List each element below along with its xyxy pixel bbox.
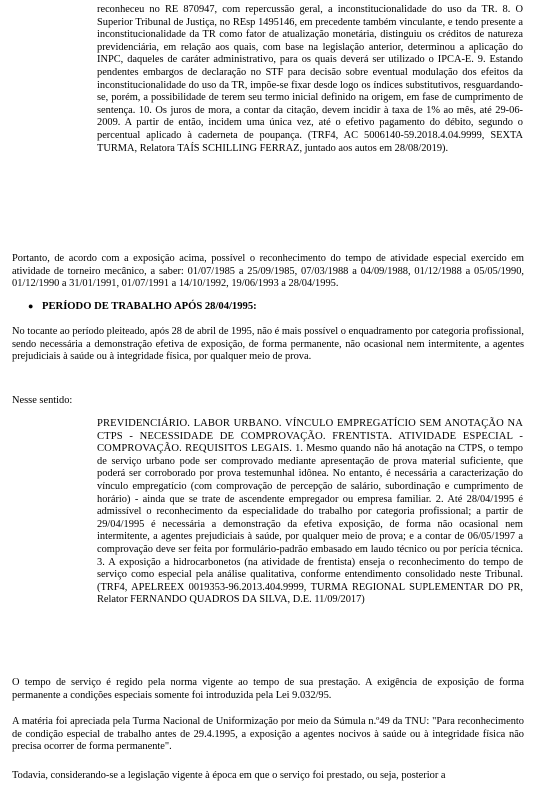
norma-vigente-paragraph: O tempo de serviço é regido pela norma vigente ao tempo de sua prestação. A exigência de exposição de forma permanente a condições especiais somente foi introduzida pela Lei 9.032/95.	[12, 677, 524, 701]
conclusion-paragraph: Portanto, de acordo com a exposição acima, possível o reconhecimento do tempo de atividade especial exercido em atividade de torneiro mecânico, a saber: 01/07/1985 a 25/09/1985, 07/03/1988 a 04/09/1988, 01/12/1988 a 05/05/1990, 01/12/1990 a 31/01/1991, 01/07/1991 a 14/10/1992, 19/06/1993 a 28/04/1995.	[12, 253, 524, 290]
period-paragraph: No tocante ao período pleiteado, após 28 de abril de 1995, não é mais possível o enquadramento por categoria profissional, sendo necessária a demonstração efetiva de exposição, de forma permanente, não ocasional nem intermitente, a agentes prejudiciais à saúde ou à integridade física, por qualquer meio de prova.	[12, 326, 524, 363]
bullet-icon: ●	[28, 301, 34, 311]
quoted-precedent-summary: PREVIDENCIÁRIO. LABOR URBANO. VÍNCULO EMPREGATÍCIO SEM ANOTAÇÃO NA CTPS - NECESSIDADE DE COMPROVAÇÃO. FRENTISTA. ATIVIDADE ESPECIAL - COMPROVAÇÃO. REQUISITOS LEGAIS.	[97, 418, 523, 455]
nesse-sentido-paragraph: Nesse sentido:	[12, 395, 73, 406]
sumula-paragraph: A matéria foi apreciada pela Turma Nacional de Uniformização por meio da Súmula n.º49 da TNU: "Para reconhecimento de condição especial de trabalho antes de 29.4.1995, a exposição a agentes nocivos à saúde ou à integridade física não precisa ocorrer de forma permanente".	[12, 716, 524, 753]
quoted-precedent	[97, 418, 523, 607]
quoted-precedent-continuation: reconheceu no RE 870947, com repercussão geral, a inconstitucionalidade do uso da TR. 8. O Superior Tribunal de Justiça, no REsp 1495146, em precedente também vinculante, e tendo presente a inconstitucionalidade da TR como fator de atualização monetária, distinguiu os créditos de natureza previdenciária, em relação aos quais, com base na legislação anterior, determinou a aplicação do INPC, daqueles de caráter administrativo, para os quais deverá ser utilizado o IPCA-E. 9. Estando pendentes embargos de declaração no STF para decisão sobre eventual modulação dos efeitos da inconstitucionalidade do uso da TR, impõe-se fixar desde logo os índices substitutivos, resguardando-se, porém, a possibilidade de terem seu termo inicial definido na origem, em fase de cumprimento de sentença. 10. Os juros de mora, a contar da citação, devem incidir à taxa de 1% ao mês, até 29-06-2009. A partir de então, incidem uma única vez, até o efetivo pagamento do débito, segundo o percentual aplicado à caderneta de poupança. (TRF4, AC 5006140-59.2018.4.04.9999, SEXTA TURMA, Relatora TAÍS SCHILLING FERRAZ, juntado aos autos em 28/08/2019).	[97, 4, 523, 154]
section-heading-text: PERÍODO DE TRABALHO APÓS 28/04/1995:	[42, 301, 257, 312]
section-heading	[28, 300, 518, 314]
quoted-precedent-body: 1. Mesmo quando não há anotação na CTPS, o tempo de serviço urbano pode ser comprovado mediante apresentação de prova material suficiente, que poderá ser corroborado por prova testemunhal idônea. No entanto, é necessária a caracterização do vínculo empregatício (com comprovação de percepção de salário, subordinação e cumprimento de horário) - ainda que se trate de ascendente empregador ou empresa familiar. 2. Até 28/04/1995 é admissível o reconhecimento da especialidade do trabalho por categoria profissional; a partir de 29/04/1995 é necessária a demonstração da efetiva exposição, de forma não ocasional nem intermitente, a agentes prejudiciais à saúde, por qualquer meio de prova; e a contar de 06/05/1997 a comprovação deve ser feita por formulário-padrão embasado em laudo técnico ou por perícia técnica. 3. A exposição a hidrocarbonetos (na atividade de frentista) enseja o reconhecimento do tempo de serviço como especial pela análise qualitativa, conforme entendimento consolidado neste Tribunal. (TRF4, APELREEX 0019353-96.2013.404.9999, TURMA REGIONAL SUPLEMENTAR DO PR, Relator FERNANDO QUADROS DA SILVA, D.E. 11/09/2017)	[97, 443, 523, 606]
todavia-paragraph: Todavia, considerando-se a legislação vigente à época em que o serviço foi prestado, ou seja, posterior a	[12, 770, 446, 781]
